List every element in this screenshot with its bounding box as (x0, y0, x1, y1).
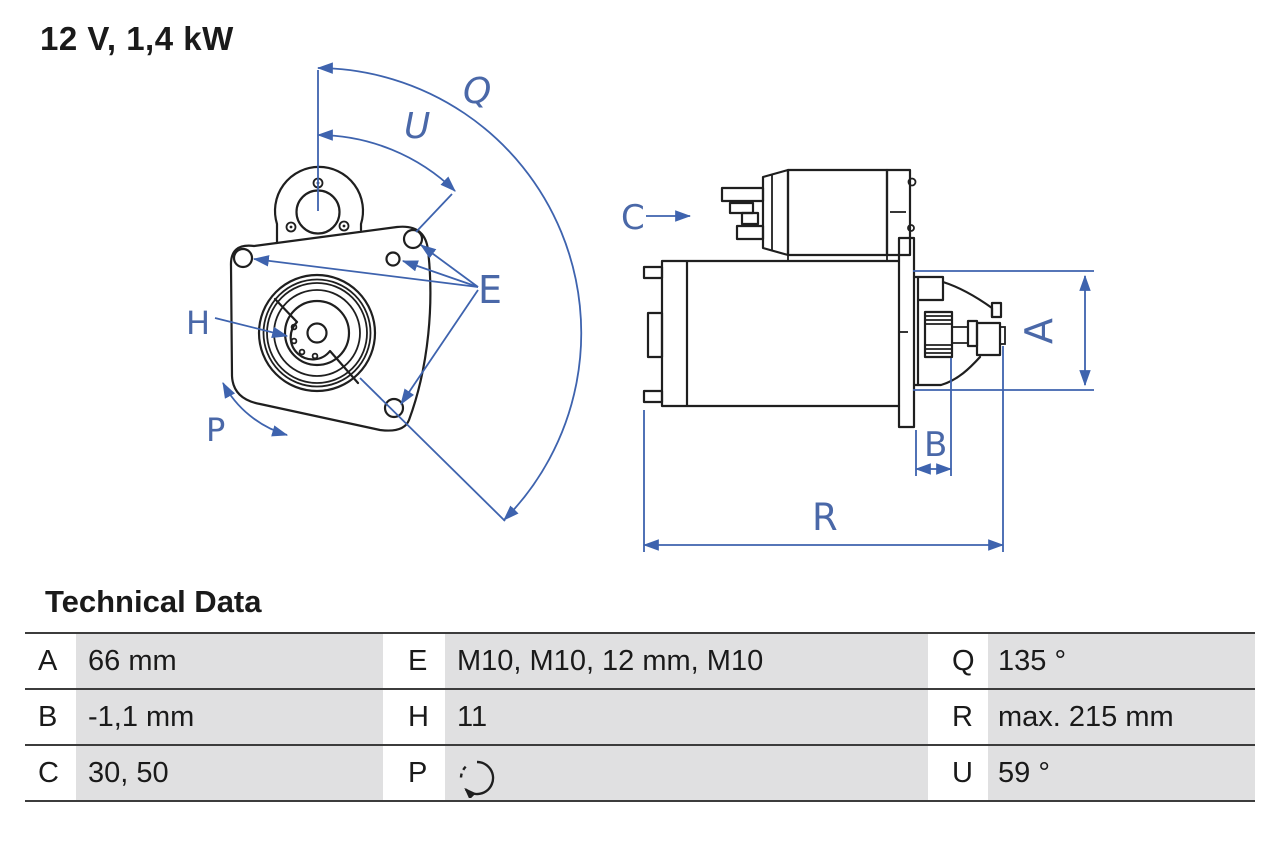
table-key-q: Q (928, 634, 988, 688)
shaft-washer (968, 321, 977, 346)
table-key-e: E (383, 634, 445, 688)
table-value-q: 135 ° (988, 634, 1255, 688)
pinion-gear (925, 312, 968, 357)
solenoid-terminals (722, 188, 763, 239)
table-value-r: max. 215 mm (988, 690, 1255, 744)
table-key-p: P (383, 746, 445, 800)
table-key-b: B (25, 690, 76, 744)
rotation-p-arrow (223, 383, 287, 435)
table-key-r: R (928, 690, 988, 744)
angle-q-radius-line (360, 378, 505, 521)
table-value-h: 11 (445, 690, 928, 744)
bolt-hole-top-right (404, 230, 422, 248)
table-key-a: A (25, 634, 76, 688)
label-e: E (478, 268, 503, 312)
boss-hole-left-center (290, 226, 293, 229)
shaft-end-cap (977, 323, 1000, 355)
table-key-h: H (383, 690, 445, 744)
label-c: C (621, 198, 645, 238)
technical-data-heading: Technical Data (45, 584, 262, 619)
solenoid (722, 170, 916, 261)
table-value-a: 66 mm (76, 634, 383, 688)
table-key-c: C (25, 746, 76, 800)
angle-q-arc (318, 68, 581, 520)
hub-notch (275, 299, 358, 383)
angle-u-arc (318, 135, 455, 191)
table-value-c: 30, 50 (76, 746, 383, 800)
label-h: H (186, 304, 211, 342)
label-r: R (812, 496, 838, 539)
page-title: 12 V, 1,4 kW (40, 20, 234, 57)
front-view-drawing (186, 68, 581, 521)
label-q: Q (463, 71, 492, 112)
label-p: P (206, 411, 226, 449)
drive-end-housing (914, 277, 1005, 385)
table-value-p (445, 746, 928, 800)
technical-data-table (25, 632, 1255, 802)
table-row (25, 634, 1255, 690)
bolt-hole-top-left (234, 249, 252, 267)
label-u: U (404, 106, 431, 147)
mounting-flange (899, 238, 914, 427)
rotation-direction-icon (457, 758, 497, 798)
motor-body (644, 261, 899, 406)
table-value-e: M10, M10, 12 mm, M10 (445, 634, 928, 688)
shaft-tip (1000, 327, 1005, 344)
table-row (25, 690, 1255, 746)
bolt-hole-middle (387, 253, 400, 266)
table-row (25, 746, 1255, 802)
table-value-b: -1,1 mm (76, 690, 383, 744)
angle-u-radius-line (416, 194, 452, 232)
label-a: A (1017, 318, 1061, 344)
boss-hole-right-center (343, 225, 346, 228)
side-view-drawing (621, 170, 1094, 552)
label-b: B (924, 425, 948, 465)
bolt-hole-bottom (385, 399, 403, 417)
table-key-u: U (928, 746, 988, 800)
table-value-u: 59 ° (988, 746, 1255, 800)
